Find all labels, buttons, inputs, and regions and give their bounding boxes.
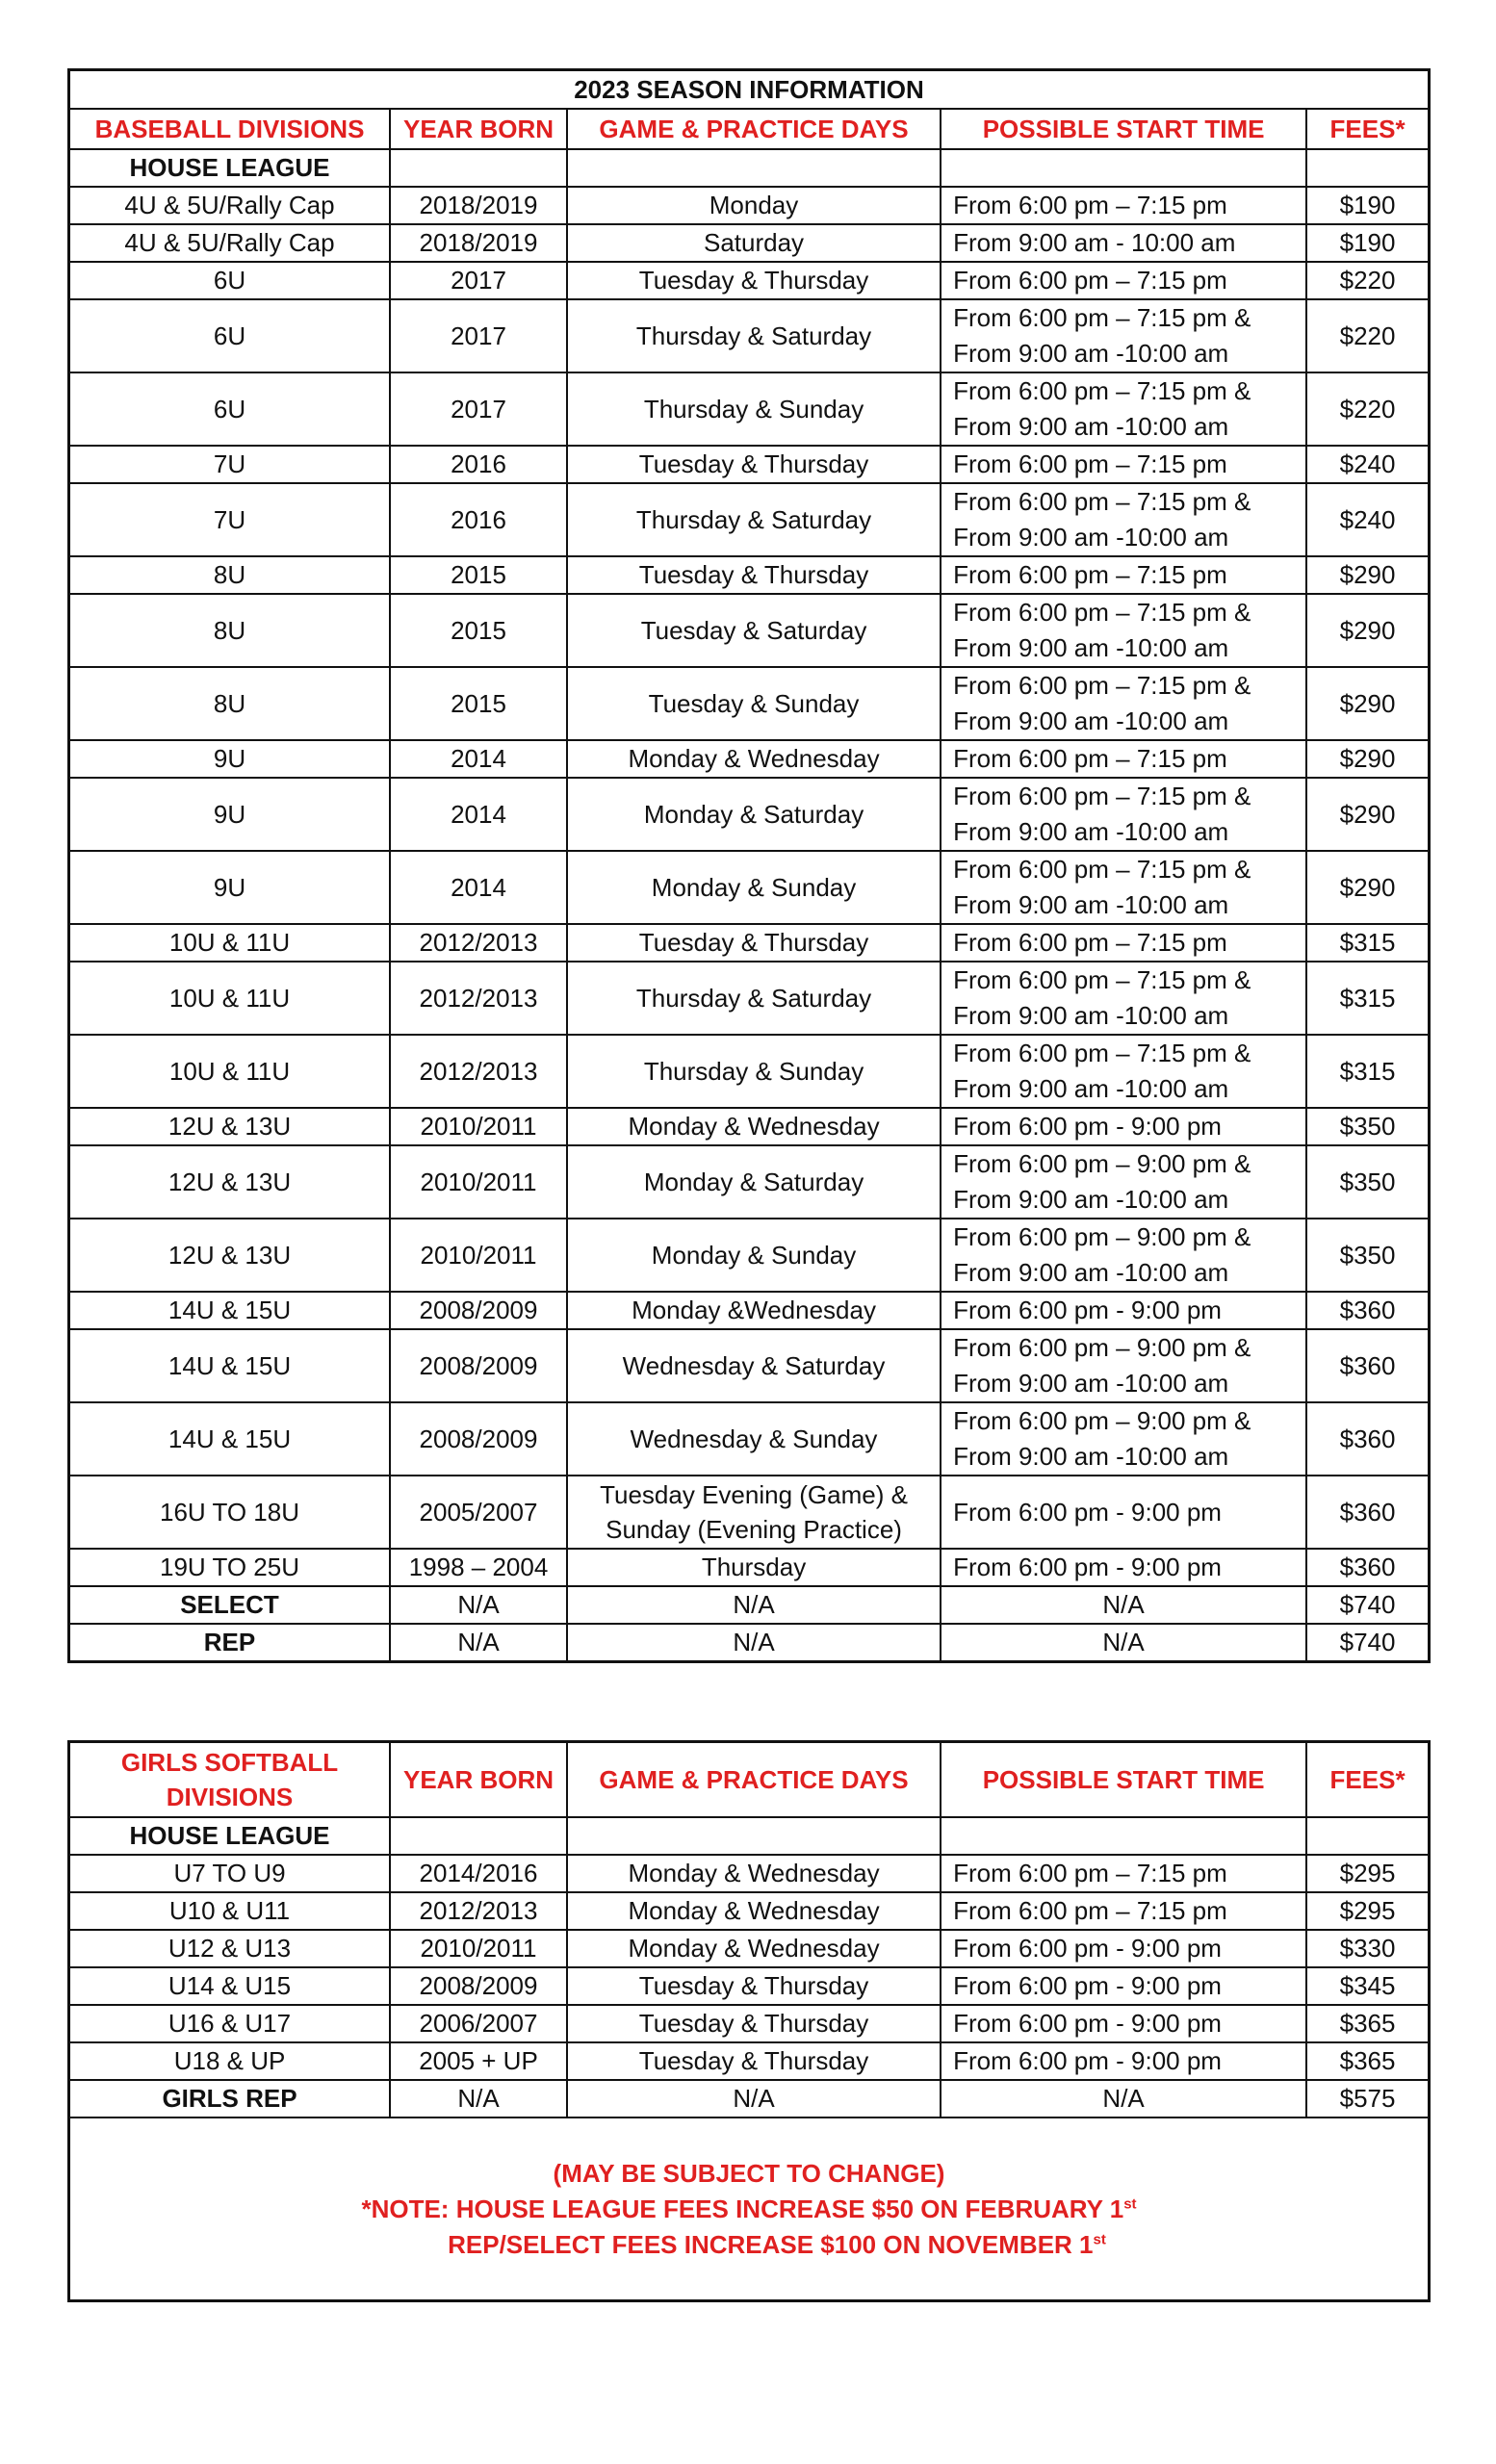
start-time-line: From 9:00 am -10:00 am: [953, 1369, 1229, 1398]
note-house-league: [78, 2192, 1420, 2227]
fee-cell: $220: [1306, 372, 1429, 446]
days-cell: Tuesday & Thursday: [567, 924, 941, 962]
header-year-born: YEAR BORN: [390, 1742, 567, 1818]
year-born-cell: 2014: [390, 740, 567, 778]
table-row: [69, 262, 1430, 299]
days-cell: Thursday: [567, 1549, 941, 1586]
start-time-cell: [941, 556, 1306, 594]
year-born-cell: 2010/2011: [390, 1145, 567, 1219]
table-row: [69, 1476, 1430, 1549]
start-time-cell: [941, 1930, 1306, 1967]
start-time-line: From 9:00 am -10:00 am: [953, 817, 1229, 846]
division-cell: 4U & 5U/Rally Cap: [69, 224, 391, 262]
start-time-cell: [941, 1624, 1306, 1662]
fee-cell: $360: [1306, 1292, 1429, 1329]
start-time-line: N/A: [1102, 1628, 1145, 1656]
start-time-line: From 6:00 pm – 7:15 pm: [953, 744, 1227, 773]
days-cell: Monday &Wednesday: [567, 1292, 941, 1329]
empty-cell: [390, 149, 567, 187]
start-time-line: From 6:00 pm – 9:00 pm &: [953, 1333, 1251, 1362]
start-time-cell: [941, 224, 1306, 262]
empty-cell: [1306, 149, 1429, 187]
start-time-cell: [941, 1329, 1306, 1402]
start-time-cell: [941, 262, 1306, 299]
year-born-cell: 2005/2007: [390, 1476, 567, 1549]
division-cell: U14 & U15: [69, 1967, 391, 2005]
start-time-cell: [941, 1549, 1306, 1586]
start-time-line: From 6:00 pm - 9:00 pm: [953, 2009, 1222, 2038]
start-time-cell: [941, 1035, 1306, 1108]
days-cell: N/A: [567, 1586, 941, 1624]
table-row: [69, 851, 1430, 924]
table-row: [69, 556, 1430, 594]
table-row: [69, 1586, 1430, 1624]
division-cell: 7U: [69, 446, 391, 483]
start-time-line: From 6:00 pm – 7:15 pm: [953, 560, 1227, 589]
division-cell: 14U & 15U: [69, 1329, 391, 1402]
days-cell: Thursday & Saturday: [567, 962, 941, 1035]
division-cell: 4U & 5U/Rally Cap: [69, 187, 391, 224]
year-born-cell: 2005 + UP: [390, 2042, 567, 2080]
fee-cell: $740: [1306, 1586, 1429, 1624]
start-time-line: From 6:00 pm – 7:15 pm &: [953, 782, 1251, 810]
start-time-line: From 6:00 pm – 7:15 pm &: [953, 671, 1251, 700]
table-row: [69, 446, 1430, 483]
days-cell: Thursday & Saturday: [567, 299, 941, 372]
division-cell: 12U & 13U: [69, 1145, 391, 1219]
division-cell: U16 & U17: [69, 2005, 391, 2042]
days-cell: Tuesday & Thursday: [567, 556, 941, 594]
fee-cell: $290: [1306, 851, 1429, 924]
note-house-league-text: *NOTE: HOUSE LEAGUE FEES INCREASE $50 ON FEBRUARY 1: [361, 2194, 1124, 2223]
start-time-cell: [941, 924, 1306, 962]
empty-cell: [567, 1817, 941, 1855]
division-cell: U7 TO U9: [69, 1855, 391, 1892]
start-time-line: From 6:00 pm – 9:00 pm &: [953, 1406, 1251, 1435]
start-time-line: From 6:00 pm - 9:00 pm: [953, 1553, 1222, 1581]
start-time-cell: [941, 851, 1306, 924]
table-row: [69, 299, 1430, 372]
fee-cell: $360: [1306, 1549, 1429, 1586]
fee-cell: $295: [1306, 1892, 1429, 1930]
section-label: HOUSE LEAGUE: [69, 149, 391, 187]
note-subject-to-change: (MAY BE SUBJECT TO CHANGE): [553, 2158, 945, 2188]
start-time-cell: [941, 2080, 1306, 2118]
days-cell: Monday & Sunday: [567, 1219, 941, 1292]
fee-cell: $240: [1306, 483, 1429, 556]
days-cell: Tuesday & Sunday: [567, 667, 941, 740]
fee-cell: $290: [1306, 556, 1429, 594]
header-division: BASEBALL DIVISIONS: [69, 109, 391, 149]
start-time-line: From 6:00 pm - 9:00 pm: [953, 1971, 1222, 2000]
days-cell: N/A: [567, 2080, 941, 2118]
days-cell: Monday & Wednesday: [567, 740, 941, 778]
table-row: [69, 2005, 1430, 2042]
table-row: [69, 1329, 1430, 1402]
start-time-cell: [941, 1402, 1306, 1476]
header-days: GAME & PRACTICE DAYS: [567, 1742, 941, 1818]
start-time-line: From 9:00 am -10:00 am: [953, 412, 1229, 441]
division-cell: 8U: [69, 667, 391, 740]
fee-cell: $315: [1306, 962, 1429, 1035]
year-born-cell: 2012/2013: [390, 1892, 567, 1930]
year-born-cell: 2012/2013: [390, 962, 567, 1035]
start-time-line: From 9:00 am -10:00 am: [953, 339, 1229, 368]
start-time-cell: [941, 299, 1306, 372]
year-born-cell: N/A: [390, 2080, 567, 2118]
fee-cell: $290: [1306, 594, 1429, 667]
year-born-cell: 2008/2009: [390, 1292, 567, 1329]
year-born-cell: 2015: [390, 594, 567, 667]
softball-table-body: [69, 1742, 1430, 2118]
start-time-cell: [941, 1292, 1306, 1329]
table-row: [69, 1145, 1430, 1219]
year-born-cell: 2008/2009: [390, 1329, 567, 1402]
table-row: [69, 740, 1430, 778]
year-born-cell: 2018/2019: [390, 187, 567, 224]
start-time-cell: [941, 594, 1306, 667]
header-start-time: POSSIBLE START TIME: [941, 109, 1306, 149]
division-cell: SELECT: [69, 1586, 391, 1624]
start-time-line: N/A: [1102, 1590, 1145, 1619]
division-cell: 14U & 15U: [69, 1402, 391, 1476]
year-born-cell: 2015: [390, 556, 567, 594]
header-days: GAME & PRACTICE DAYS: [567, 109, 941, 149]
division-cell: U10 & U11: [69, 1892, 391, 1930]
note-rep-select-text: REP/SELECT FEES INCREASE $100 ON NOVEMBER 1: [448, 2229, 1094, 2259]
start-time-line: From 9:00 am -10:00 am: [953, 706, 1229, 735]
empty-cell: [1306, 1817, 1429, 1855]
days-cell: N/A: [567, 1624, 941, 1662]
days-cell: Tuesday & Saturday: [567, 594, 941, 667]
days-cell: Tuesday & Thursday: [567, 2042, 941, 2080]
start-time-cell: [941, 1219, 1306, 1292]
days-cell: Saturday: [567, 224, 941, 262]
section-label: HOUSE LEAGUE: [69, 1817, 391, 1855]
start-time-line: From 6:00 pm - 9:00 pm: [953, 1497, 1222, 1527]
start-time-line: From 6:00 pm - 9:00 pm: [953, 1112, 1222, 1141]
fee-cell: $740: [1306, 1624, 1429, 1662]
start-time-cell: [941, 483, 1306, 556]
house-league-row: [69, 149, 1430, 187]
year-born-cell: 1998 – 2004: [390, 1549, 567, 1586]
table-row: [69, 924, 1430, 962]
start-time-line: From 9:00 am -10:00 am: [953, 1074, 1229, 1103]
start-time-line: From 6:00 pm – 7:15 pm &: [953, 487, 1251, 516]
start-time-cell: [941, 446, 1306, 483]
division-cell: 9U: [69, 778, 391, 851]
division-cell: 9U: [69, 740, 391, 778]
header-start-time: POSSIBLE START TIME: [941, 1742, 1306, 1818]
table-row: [69, 2042, 1430, 2080]
start-time-line: From 9:00 am -10:00 am: [953, 633, 1229, 662]
note-row: [69, 2118, 1430, 2301]
start-time-line: From 6:00 pm – 7:15 pm: [953, 449, 1227, 478]
division-cell: 7U: [69, 483, 391, 556]
division-cell: 6U: [69, 262, 391, 299]
start-time-line: From 6:00 pm – 7:15 pm: [953, 191, 1227, 219]
year-born-cell: 2008/2009: [390, 1402, 567, 1476]
days-cell: Tuesday Evening (Game) & Sunday (Evening Practice): [567, 1476, 941, 1549]
start-time-line: From 6:00 pm – 7:15 pm &: [953, 376, 1251, 405]
table-row: [69, 778, 1430, 851]
start-time-line: From 6:00 pm – 7:15 pm &: [953, 1039, 1251, 1067]
year-born-cell: 2010/2011: [390, 1108, 567, 1145]
year-born-cell: 2017: [390, 372, 567, 446]
start-time-line: From 6:00 pm – 7:15 pm &: [953, 303, 1251, 332]
start-time-line: From 6:00 pm – 7:15 pm: [953, 266, 1227, 295]
days-cell: Thursday & Saturday: [567, 483, 941, 556]
table-row: [69, 1855, 1430, 1892]
table-row: [69, 1930, 1430, 1967]
season-title: 2023 SEASON INFORMATION: [69, 70, 1430, 110]
fee-cell: $190: [1306, 187, 1429, 224]
start-time-cell: [941, 2005, 1306, 2042]
header-fees: FEES*: [1306, 109, 1429, 149]
table-row: [69, 372, 1430, 446]
fee-cell: $240: [1306, 446, 1429, 483]
fee-note: [69, 2118, 1430, 2301]
note-rep-select-sup: st: [1093, 2230, 1106, 2247]
start-time-cell: [941, 740, 1306, 778]
year-born-cell: 2014/2016: [390, 1855, 567, 1892]
year-born-cell: N/A: [390, 1624, 567, 1662]
table-row: [69, 1967, 1430, 2005]
division-cell: 10U & 11U: [69, 962, 391, 1035]
table-row: [69, 483, 1430, 556]
table-row: [69, 1108, 1430, 1145]
fee-cell: $360: [1306, 1402, 1429, 1476]
days-cell: Monday & Saturday: [567, 1145, 941, 1219]
start-time-cell: [941, 1892, 1306, 1930]
year-born-cell: 2014: [390, 851, 567, 924]
year-born-cell: 2018/2019: [390, 224, 567, 262]
days-cell: Monday & Saturday: [567, 778, 941, 851]
note-house-league-sup: st: [1123, 2194, 1137, 2212]
start-time-cell: [941, 1967, 1306, 2005]
empty-cell: [941, 1817, 1306, 1855]
fee-cell: $290: [1306, 740, 1429, 778]
start-time-line: From 9:00 am -10:00 am: [953, 1442, 1229, 1471]
days-cell: Monday & Wednesday: [567, 1930, 941, 1967]
table-title-row: [69, 70, 1430, 110]
start-time-cell: [941, 962, 1306, 1035]
year-born-cell: N/A: [390, 1586, 567, 1624]
softball-header-row: [69, 1742, 1430, 1818]
year-born-cell: 2012/2013: [390, 1035, 567, 1108]
division-cell: 10U & 11U: [69, 1035, 391, 1108]
fee-cell: $345: [1306, 1967, 1429, 2005]
header-fees: FEES*: [1306, 1742, 1429, 1818]
start-time-cell: [941, 1855, 1306, 1892]
division-cell: 14U & 15U: [69, 1292, 391, 1329]
fee-cell: $330: [1306, 1930, 1429, 1967]
start-time-line: From 9:00 am - 10:00 am: [953, 228, 1236, 257]
start-time-cell: [941, 2042, 1306, 2080]
table-row: [69, 1549, 1430, 1586]
division-cell: 8U: [69, 594, 391, 667]
year-born-cell: 2008/2009: [390, 1967, 567, 2005]
division-cell: 8U: [69, 556, 391, 594]
fee-cell: $315: [1306, 1035, 1429, 1108]
fee-cell: $360: [1306, 1329, 1429, 1402]
baseball-table-body: [69, 70, 1430, 1662]
start-time-line: From 6:00 pm – 7:15 pm: [953, 1896, 1227, 1925]
start-time-cell: [941, 1586, 1306, 1624]
fee-cell: $360: [1306, 1476, 1429, 1549]
start-time-cell: [941, 372, 1306, 446]
start-time-cell: [941, 778, 1306, 851]
start-time-line: From 6:00 pm - 9:00 pm: [953, 1296, 1222, 1324]
header-division: GIRLS SOFTBALL DIVISIONS: [69, 1742, 391, 1818]
days-cell: Monday & Sunday: [567, 851, 941, 924]
fee-cell: $350: [1306, 1145, 1429, 1219]
fee-cell: $365: [1306, 2005, 1429, 2042]
table-row: [69, 1219, 1430, 1292]
table-row: [69, 1624, 1430, 1662]
division-cell: 6U: [69, 372, 391, 446]
year-born-cell: 2016: [390, 446, 567, 483]
division-cell: U18 & UP: [69, 2042, 391, 2080]
table-row: [69, 667, 1430, 740]
note-rep-select: [78, 2227, 1420, 2263]
days-cell: Tuesday & Thursday: [567, 1967, 941, 2005]
year-born-cell: 2017: [390, 299, 567, 372]
start-time-line: From 9:00 am -10:00 am: [953, 1258, 1229, 1287]
start-time-line: From 6:00 pm – 9:00 pm &: [953, 1149, 1251, 1178]
fee-cell: $350: [1306, 1108, 1429, 1145]
house-league-row: [69, 1817, 1430, 1855]
days-cell: Tuesday & Thursday: [567, 446, 941, 483]
division-cell: 10U & 11U: [69, 924, 391, 962]
division-cell: 19U TO 25U: [69, 1549, 391, 1586]
baseball-header-row: [69, 109, 1430, 149]
days-cell: Wednesday & Saturday: [567, 1329, 941, 1402]
table-row: [69, 1035, 1430, 1108]
start-time-cell: [941, 1108, 1306, 1145]
table-row: [69, 2080, 1430, 2118]
baseball-table: [67, 68, 1431, 1663]
table-row: [69, 594, 1430, 667]
fee-cell: $315: [1306, 924, 1429, 962]
division-cell: REP: [69, 1624, 391, 1662]
year-born-cell: 2006/2007: [390, 2005, 567, 2042]
year-born-cell: 2010/2011: [390, 1219, 567, 1292]
days-cell: Tuesday & Thursday: [567, 2005, 941, 2042]
start-time-line: From 6:00 pm – 7:15 pm &: [953, 965, 1251, 994]
start-time-line: N/A: [1102, 2084, 1145, 2113]
division-cell: U12 & U13: [69, 1930, 391, 1967]
softball-table: [67, 1740, 1431, 2302]
start-time-cell: [941, 187, 1306, 224]
table-row: [69, 1292, 1430, 1329]
days-cell: Thursday & Sunday: [567, 372, 941, 446]
start-time-line: From 6:00 pm - 9:00 pm: [953, 2046, 1222, 2075]
fee-cell: $190: [1306, 224, 1429, 262]
start-time-line: From 9:00 am -10:00 am: [953, 1185, 1229, 1214]
days-cell: Wednesday & Sunday: [567, 1402, 941, 1476]
fee-cell: $290: [1306, 667, 1429, 740]
fee-cell: $365: [1306, 2042, 1429, 2080]
table-row: [69, 224, 1430, 262]
fee-cell: $350: [1306, 1219, 1429, 1292]
start-time-cell: [941, 667, 1306, 740]
year-born-cell: 2014: [390, 778, 567, 851]
fee-cell: $575: [1306, 2080, 1429, 2118]
year-born-cell: 2010/2011: [390, 1930, 567, 1967]
fee-cell: $295: [1306, 1855, 1429, 1892]
days-cell: Tuesday & Thursday: [567, 262, 941, 299]
start-time-line: From 6:00 pm – 7:15 pm: [953, 1859, 1227, 1887]
year-born-cell: 2012/2013: [390, 924, 567, 962]
start-time-line: From 6:00 pm – 7:15 pm &: [953, 855, 1251, 884]
table-row: [69, 1402, 1430, 1476]
empty-cell: [567, 149, 941, 187]
days-cell: Monday & Wednesday: [567, 1855, 941, 1892]
table-row: [69, 962, 1430, 1035]
start-time-line: From 6:00 pm – 9:00 pm &: [953, 1222, 1251, 1251]
table-row: [69, 187, 1430, 224]
fee-cell: $220: [1306, 262, 1429, 299]
division-cell: 12U & 13U: [69, 1219, 391, 1292]
fee-cell: $290: [1306, 778, 1429, 851]
days-cell: Monday: [567, 187, 941, 224]
division-cell: 16U TO 18U: [69, 1476, 391, 1549]
division-cell: 12U & 13U: [69, 1108, 391, 1145]
start-time-line: From 6:00 pm – 7:15 pm &: [953, 598, 1251, 627]
year-born-cell: 2016: [390, 483, 567, 556]
division-cell: 6U: [69, 299, 391, 372]
days-cell: Thursday & Sunday: [567, 1035, 941, 1108]
start-time-cell: [941, 1476, 1306, 1549]
division-cell: GIRLS REP: [69, 2080, 391, 2118]
division-cell: 9U: [69, 851, 391, 924]
start-time-cell: [941, 1145, 1306, 1219]
year-born-cell: 2017: [390, 262, 567, 299]
start-time-line: From 6:00 pm – 7:15 pm: [953, 928, 1227, 957]
empty-cell: [390, 1817, 567, 1855]
table-row: [69, 1892, 1430, 1930]
days-cell: Monday & Wednesday: [567, 1892, 941, 1930]
start-time-line: From 9:00 am -10:00 am: [953, 1001, 1229, 1030]
start-time-line: From 6:00 pm - 9:00 pm: [953, 1934, 1222, 1963]
empty-cell: [941, 149, 1306, 187]
days-cell: Monday & Wednesday: [567, 1108, 941, 1145]
fee-cell: $220: [1306, 299, 1429, 372]
start-time-line: From 9:00 am -10:00 am: [953, 523, 1229, 552]
header-year-born: YEAR BORN: [390, 109, 567, 149]
year-born-cell: 2015: [390, 667, 567, 740]
start-time-line: From 9:00 am -10:00 am: [953, 890, 1229, 919]
